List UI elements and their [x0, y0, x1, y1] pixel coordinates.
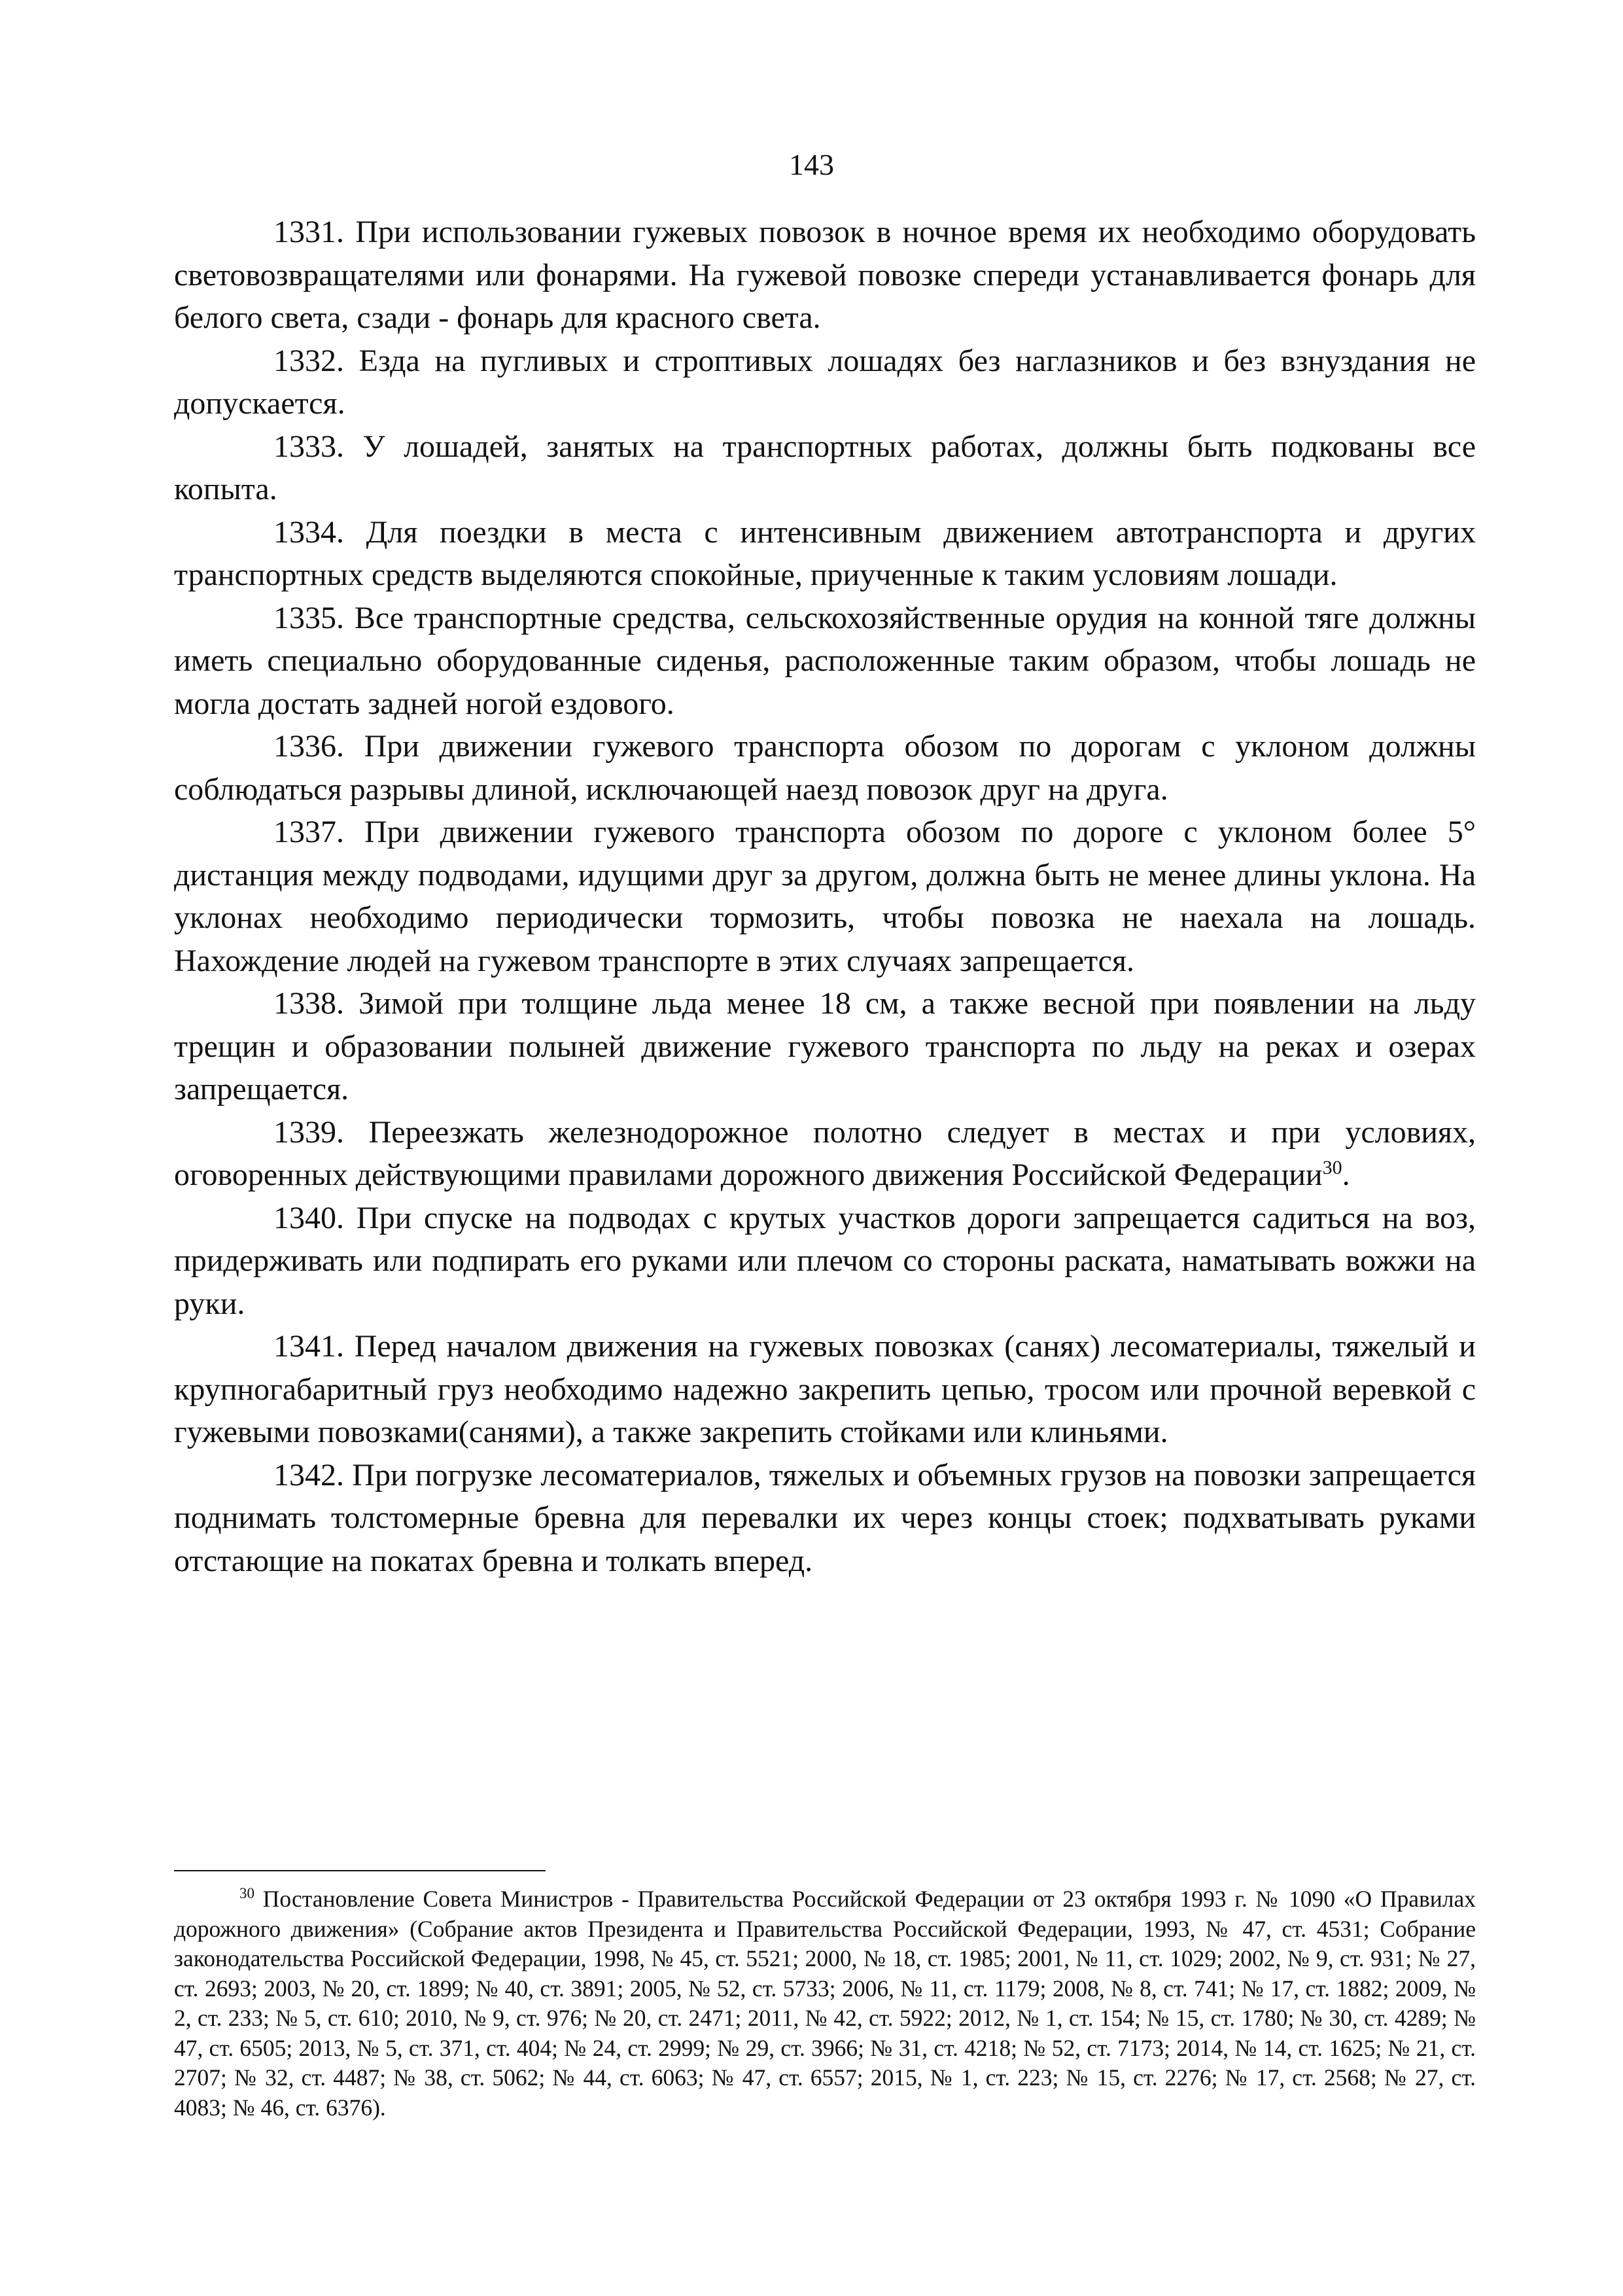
footnote-divider: [174, 1870, 546, 1871]
paragraph-1342: 1342. При погрузке лесоматериалов, тяжелых и объемных грузов на повозки запрещается поднимать толстомерные бревна для перевалки их через концы стоек; подхватывать руками отстающие на покатах бревна и толкать вперед.: [174, 1457, 1476, 1578]
paragraph-1338: 1338. Зимой при толщине льда менее 18 см, а также весной при появлении на льду трещин и образовании полыней движение гужевого транспорта по льду на реках и озерах запрещается.: [174, 986, 1476, 1106]
paragraph-1339: [174, 1111, 1476, 1197]
paragraph-1334: 1334. Для поездки в места с интенсивным движением автотранспорта и других транспортных средств выделяются спокойные, приученные к таким условиям лошади.: [174, 514, 1476, 592]
paragraph-1332: 1332. Езда на пугливых и строптивых лошадях без наглазников и без взнуздания не допускается.: [174, 343, 1476, 421]
page-number: 143: [789, 148, 834, 181]
paragraph-1335: 1335. Все транспортные средства, сельскохозяйственные орудия на конной тяге должны иметь специально оборудованные сиденья, расположенные таким образом, чтобы лошадь не могла достать задней ногой ездового.: [174, 600, 1476, 721]
footnote-reference: 30: [1322, 1157, 1342, 1178]
paragraph-1340: 1340. При спуске на подводах с крутых участков дороги запрещается садиться на воз, придерживать или подпирать его руками или плечом со стороны раската, наматывать вожжи на руки.: [174, 1200, 1476, 1321]
paragraph-1333: 1333. У лошадей, занятых на транспортных работах, должны быть подкованы все копыта.: [174, 429, 1476, 506]
paragraph-1331: 1331. При использовании гужевых повозок в ночное время их необходимо оборудовать световозвращателями или фонарями. На гужевой повозке спереди устанавливается фонарь для белого света, сзади - фонарь для красного света.: [174, 215, 1476, 335]
paragraph-1337: 1337. При движении гужевого транспорта обозом по дороге с уклоном более 5° дистанция между подводами, идущими друг за другом, должна быть не менее длины уклона. На уклонах необходимо периодически тормозить, чтобы повозка не наехала на лошадь. Нахождение людей на гужевом транспорте в этих случаях запрещается.: [174, 815, 1476, 978]
footnote: [174, 1884, 1476, 2123]
body-text: [174, 211, 1476, 1582]
footnote-marker: 30: [239, 1885, 254, 1902]
paragraph-1336: 1336. При движении гужевого транспорта обозом по дорогам с уклоном должны соблюдаться разрывы длиной, исключающей наезд повозок друг на друга.: [174, 729, 1476, 807]
footnote-text: Постановление Совета Министров - Правительства Российской Федерации от 23 октября 1993 г. № 1090 «О Правилах дорожного движения» (Собрание актов Президента и Правительства Российской Федерации, 1993, № 47, ст. 4531; Собрание законодательства Российской Федерации, 1998, № 45, ст. 5521; 2000, № 18, ст. 1985; 2001, № 11, ст. 1029; 2002, № 9, ст. 931; № 27, ст. 2693; 2003, № 20, ст. 1899; № 40, ст. 3891; 2005, № 52, ст. 5733; 2006, № 11, ст. 1179; 2008, № 8, ст. 741; № 17, ст. 1882; 2009, № 2, ст. 233; № 5, ст. 610; 2010, № 9, ст. 976; № 20, ст. 2471; 2011, № 42, ст. 5922; 2012, № 1, ст. 154; № 15, ст. 1780; № 30, ст. 4289; № 47, ст. 6505; 2013, № 5, ст. 371, ст. 404; № 24, ст. 2999; № 29, ст. 3966; № 31, ст. 4218; № 52, ст. 7173; 2014, № 14, ст. 1625; № 21, ст. 2707; № 32, ст. 4487; № 38, ст. 5062; № 44, ст. 6063; № 47, ст. 6557; 2015, № 1, ст. 223; № 15, ст. 2276; № 17, ст. 2568; № 27, ст. 4083; № 46, ст. 6376).: [174, 1886, 1476, 2121]
paragraph-1339-text: 1339. Переезжать железнодорожное полотно следует в местах и при условиях, оговоренных действующими правилами дорожного движения Российской Федерации: [174, 1114, 1476, 1192]
paragraph-1339-end: .: [1342, 1157, 1350, 1192]
paragraph-1341: 1341. Перед началом движения на гужевых повозках (санях) лесоматериалы, тяжелый и крупногабаритный груз необходимо надежно закрепить цепью, тросом или прочной веревкой с гужевыми повозками(санями), а также закрепить стойками или клиньями.: [174, 1329, 1476, 1449]
